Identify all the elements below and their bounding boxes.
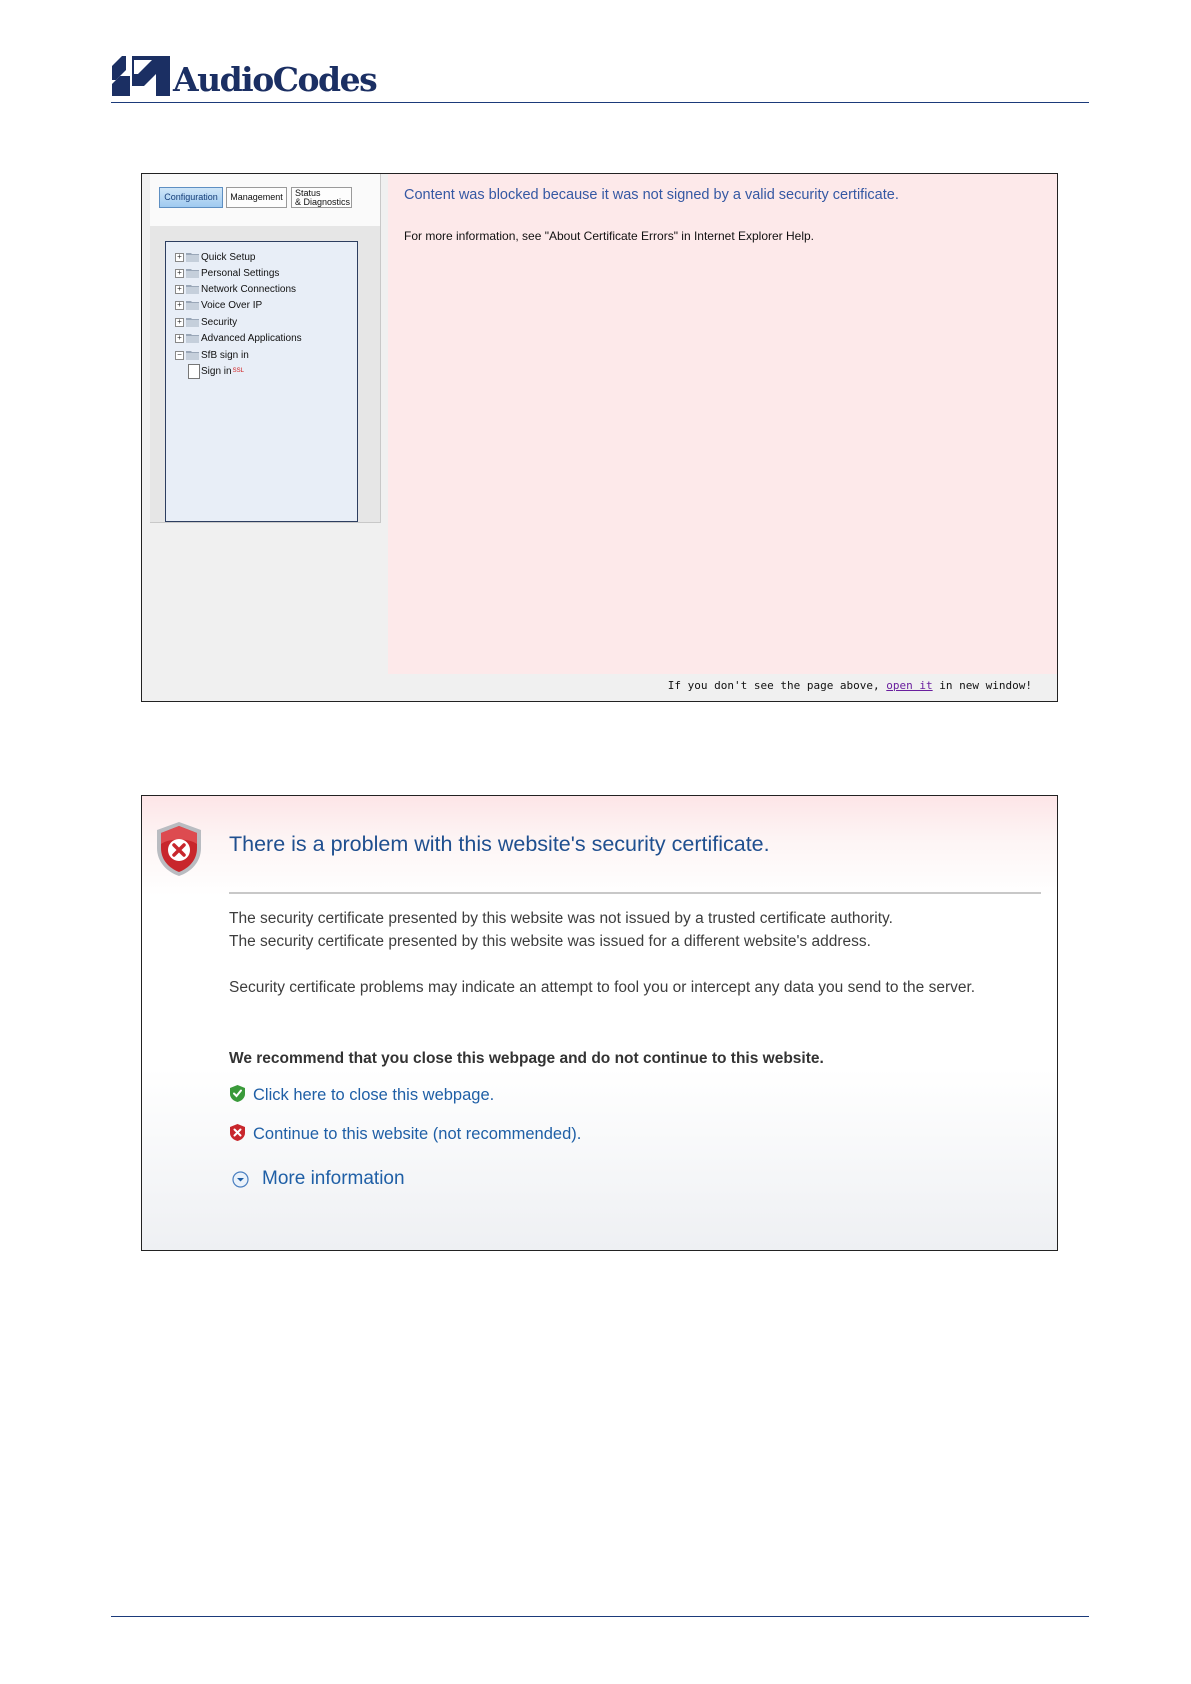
tree-item-security[interactable] xyxy=(175,314,237,330)
page-icon xyxy=(188,364,200,379)
address-mismatch-text: The security certificate presented by this website was issued for a different website's address. xyxy=(229,933,871,950)
tab-management-label: Management xyxy=(230,192,283,202)
folder-icon xyxy=(186,317,199,327)
logo-text: AudioCodes xyxy=(173,59,377,99)
tree-item-network-connections[interactable] xyxy=(175,281,296,297)
folder-icon xyxy=(186,300,199,310)
tree-item-label: SfB sign in xyxy=(201,349,249,361)
tree-item-label: Security xyxy=(201,316,238,328)
expand-icon[interactable]: + xyxy=(175,318,184,327)
security-warning-text: Security certificate problems may indicate an attempt to fool you or intercept any data you send to the server. xyxy=(229,979,976,996)
folder-icon xyxy=(186,284,199,294)
certificate-help-text: For more information, see "About Certificate Errors" in Internet Explorer Help. xyxy=(404,229,815,243)
close-webpage-link[interactable] xyxy=(229,1086,494,1105)
close-webpage-label: Click here to close this webpage. xyxy=(253,1086,495,1104)
navigation-pane xyxy=(150,174,381,523)
open-in-new-window-note xyxy=(668,679,1032,692)
continue-to-website-link[interactable] xyxy=(229,1125,581,1144)
tree-item-label: Quick Setup xyxy=(201,251,256,263)
chevron-down-circle-icon xyxy=(232,1171,249,1188)
collapse-icon[interactable]: − xyxy=(175,351,184,360)
divider xyxy=(229,892,1041,894)
recommendation-text: We recommend that you close this webpage and do not continue to this website. xyxy=(229,1050,824,1067)
tree-item-label: Personal Settings xyxy=(201,267,280,279)
tab-management[interactable] xyxy=(226,187,287,208)
tab-status-line2: & Diagnostics xyxy=(295,196,351,207)
tree-item-label: Advanced Applications xyxy=(201,332,302,344)
tree-item-label: Network Connections xyxy=(201,283,297,295)
more-information-toggle[interactable] xyxy=(232,1168,405,1190)
tab-status-line1: Status xyxy=(295,187,321,198)
tree-item-sign-in-page[interactable] xyxy=(188,363,244,379)
folder-icon xyxy=(186,333,199,343)
tab-status-label xyxy=(295,189,350,207)
more-information-label: More information xyxy=(262,1168,405,1189)
tab-bar xyxy=(150,174,380,226)
content-pane xyxy=(388,174,1057,674)
audiocodes-logo xyxy=(112,54,376,98)
footer-rule xyxy=(111,1616,1089,1617)
folder-icon xyxy=(186,252,199,262)
tree-item-personal-settings[interactable] xyxy=(175,265,279,281)
shield-error-icon xyxy=(154,820,204,878)
tree-item-label: Voice Over IP xyxy=(201,299,263,311)
tree-item-label: Sign in xyxy=(201,365,232,377)
ssl-badge: SSL xyxy=(232,368,244,374)
open-note-suffix: in new window! xyxy=(932,679,1032,692)
red-x-shield-icon xyxy=(229,1123,246,1142)
tree-item-voice-over-ip[interactable] xyxy=(175,297,262,313)
untrusted-authority-text: The security certificate presented by this website was not issued by a trusted certificate authority. xyxy=(229,910,893,927)
tab-configuration[interactable] xyxy=(159,187,223,208)
green-check-shield-icon xyxy=(229,1084,246,1103)
certificate-error-title: There is a problem with this website's security certificate. xyxy=(229,832,770,856)
expand-icon[interactable]: + xyxy=(175,301,184,310)
screenshot-blocked-content xyxy=(141,173,1058,702)
continue-label: Continue to this website (not recommended). xyxy=(253,1125,582,1143)
expand-icon[interactable]: + xyxy=(175,253,184,262)
expand-icon[interactable]: + xyxy=(175,334,184,343)
tab-configuration-label: Configuration xyxy=(164,192,218,202)
tab-status-diagnostics[interactable] xyxy=(291,187,352,208)
audiocodes-logo-mark-icon xyxy=(112,56,170,96)
tree-item-advanced-applications[interactable] xyxy=(175,330,302,346)
open-note-prefix: If you don't see the page above, xyxy=(667,679,887,692)
navigation-tree xyxy=(165,241,358,522)
blocked-content-message: Content was blocked because it was not signed by a valid security certificate. xyxy=(404,187,899,203)
folder-icon xyxy=(186,268,199,278)
header-rule xyxy=(111,102,1089,103)
expand-icon[interactable]: + xyxy=(175,269,184,278)
tree-item-sfb-sign-in[interactable] xyxy=(175,347,249,363)
expand-icon[interactable]: + xyxy=(175,285,184,294)
folder-open-icon xyxy=(186,350,199,360)
open-it-link[interactable]: open it xyxy=(886,679,933,692)
tree-item-quick-setup[interactable] xyxy=(175,249,255,265)
screenshot-certificate-error xyxy=(141,795,1058,1251)
